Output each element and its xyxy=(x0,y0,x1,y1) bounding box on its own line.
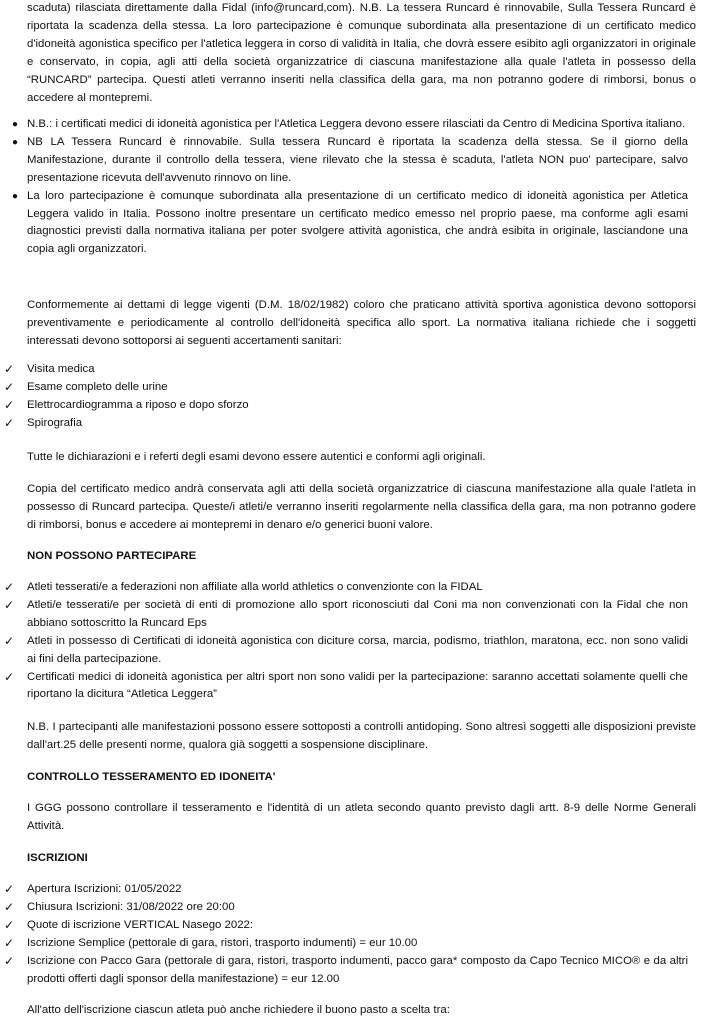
not-allowed-item: ✓ Certificati medici di idoneità agonistica per altri sport non sono validi per la partecipazione: saranno accettati solamente quelli che riportano la dicitura “Atletica Leggera” xyxy=(4,669,688,701)
not-allowed-heading: NON POSSONO PARTECIPARE xyxy=(27,550,197,562)
checkmark-icon: ✓ xyxy=(4,397,15,412)
meal-paragraph: All'atto dell'iscrizione ciascun atleta può anche richiedere il buono pasto a scelta tra: xyxy=(27,1004,450,1016)
checkmark-icon: ✓ xyxy=(4,882,15,896)
registration-item: ✓ Iscrizione Semplice (pettorale di gara, ristori, trasporto indumenti) = eur 10.00 xyxy=(0,935,696,953)
checkmark-icon: ✓ xyxy=(4,633,15,648)
doping-paragraph: N.B. I partecipanti alle manifestazioni possono essere sottoposti a controlli antidoping. Sono altresì soggetti alle disposizioni previste dall'art.25 delle presenti norme, qualora già soggetti a sospensione disciplinare. xyxy=(27,721,696,751)
control-paragraph: I GGG possono controllare il tesseramento e l'identità di un atleta secondo quanto previsto dagli artt. 8-9 delle Norme Generali Attività. xyxy=(27,802,696,832)
checkmark-icon: ✓ xyxy=(4,362,15,376)
exam-item: ✓ Esame completo delle urine xyxy=(0,379,696,397)
checkmark-icon: ✓ xyxy=(4,415,15,430)
checkmark-icon: ✓ xyxy=(4,379,15,394)
bullet-icon: ● xyxy=(12,136,19,148)
checkmark-icon: ✓ xyxy=(4,899,15,914)
checkmark-icon: ✓ xyxy=(4,669,15,684)
bullet-icon: ● xyxy=(12,119,19,130)
checkmark-icon: ✓ xyxy=(4,917,15,932)
registration-item: ✓ Apertura Iscrizioni: 01/05/2022 xyxy=(0,881,696,899)
exams-list xyxy=(0,361,696,433)
checkmark-icon: ✓ xyxy=(4,935,15,950)
intro-paragraph: scaduta) rilasciata direttamente dalla Fidal (info@runcard,com). N.B. La tessera Runcard è rinnovabile, Sulla Tessera Runcard è riportata la scadenza della stessa. La loro partecipazione è comunque subordinata alla presentazione di un certificato medico d'idoneità agonistica specifico per l'atletica leggera in corso di validità in Italia, che dovrà essere esibito agli organizzatori in originale e conservato, in copia, agli atti della società organizzatrice di ciascuna manifestazione alla quale l'atleta in possesso della “RUNCARD” partecipa. Questi atleti verranno inseriti nella classifica della gara, ma non potranno godere di rimborsi, bonus o accedere al montepremi. xyxy=(27,2,696,104)
exam-item: ✓ Visita medica xyxy=(0,361,696,379)
control-heading: CONTROLLO TESSERAMENTO ED IDONEITA' xyxy=(27,771,276,783)
checkmark-icon: ✓ xyxy=(4,953,15,968)
copy-paragraph: Copia del certificato medico andrà conservata agli atti della società organizzatrice di ciascuna manifestazione alla quale l'atleta in possesso di Runcard partecipa. Queste/i atleti/e verranno inseriti regolarmente nella classifica della gara, ma non potranno godere di rimborsi, bonus e accedere ai montepremi in denaro e/o generici buoni valore. xyxy=(27,483,696,531)
law-paragraph: Conformemente ai dettami di legge vigenti (D.M. 18/02/1982) coloro che praticano attività sportiva agonistica devono sottoporsi preventivamente e periodicamente al controllo dell'idoneità specifica allo sport. La normativa italiana richiede che i soggetti interessati devono sottoporsi ai seguenti accertamenti sanitari: xyxy=(27,299,696,347)
bullet-icon: ● xyxy=(12,190,19,202)
registration-item: ✓ Iscrizione con Pacco Gara (pettorale di gara, ristori, trasporto indumenti, pacco gara* composto da Capo Tecnico MICO® e da altri prodotti offerti dagli sponsor della manifestazione) = eur 12.00 xyxy=(4,953,688,985)
notes-list xyxy=(0,116,696,259)
not-allowed-item: ✓ Atleti tesserati/e a federazioni non affiliate alla world athletics o convenzionte con la FIDAL xyxy=(0,579,696,597)
exam-item: ✓ Spirografia xyxy=(0,415,696,433)
registration-list xyxy=(0,881,696,988)
checkmark-icon: ✓ xyxy=(4,597,15,612)
note-item: ● N.B.: i certificati medici di idoneità agonistica per l'Atletica Leggera devono essere rilasciati da Centro di Medicina Sportiva italiano. xyxy=(0,116,696,134)
not-allowed-item: ✓ Atleti in possesso di Certificati di idoneità agonistica con diciture corsa, marcia, podismo, triathlon, maratona, ecc. non sono validi ai fini della partecipazione. xyxy=(4,633,688,665)
checkmark-icon: ✓ xyxy=(4,580,15,594)
not-allowed-item: ✓ Atleti/e tesserati/e per società di enti di promozione allo sport riconosciuti dal Coni ma non convenzionati con la Fidal che non abbiano sottoscritto la Runcard Eps xyxy=(4,597,688,629)
note-item: ● NB LA Tessera Runcard è rinnovabile. Sulla tessera Runcard è riportata la scadenza della stessa. Se il giorno della Manifestazione, durante il controllo della tessera, viene rilevato che la stessa è scaduta, l'atleta NON puo' partecipare, salvo presentazione ricevuta dell'avvenuto rinnovo on line. xyxy=(12,135,688,184)
declarations-paragraph: Tutte le dichiarazioni e i referti degli esami devono essere autentici e conformi agli originali. xyxy=(27,451,486,463)
registration-item: ✓ Chiusura Iscrizioni: 31/08/2022 ore 20:00 xyxy=(0,899,696,917)
not-allowed-list xyxy=(0,579,696,704)
note-item: ● La loro partecipazione è comunque subordinata alla presentazione di un certificato medico di idoneità agonistica per Atletica Leggera valido in Italia. Possono inoltre presentare un certificato medico emesso nel proprio paese, ma conforme agli esami diagnostici previsti dalla normativa italiana per poter svolgere attività agonistica, che andrà esibita in originale, lasciandone una copia agli organizzatori. xyxy=(12,189,688,256)
registration-heading: ISCRIZIONI xyxy=(27,852,88,864)
exam-item: ✓ Elettrocardiogramma a riposo e dopo sforzo xyxy=(0,397,696,415)
registration-item: ✓ Quote di iscrizione VERTICAL Nasego 2022: xyxy=(0,917,696,935)
